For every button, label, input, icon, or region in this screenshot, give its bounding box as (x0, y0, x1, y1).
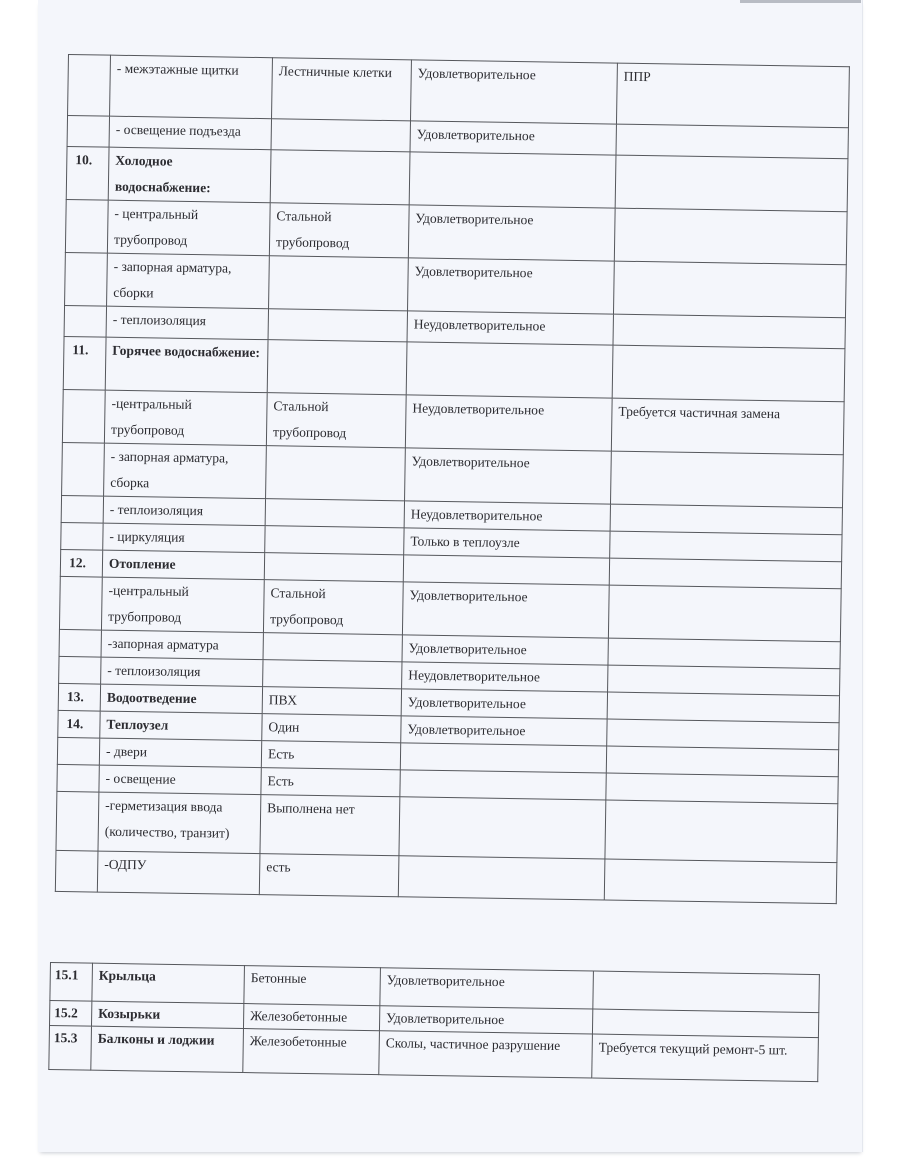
element-note (592, 1009, 818, 1038)
element-note (604, 859, 837, 904)
element-material: Есть (261, 768, 400, 797)
element-name: -ОДПУ (97, 851, 260, 895)
element-name: - теплоизоляция (101, 657, 263, 687)
element-material: Один (262, 714, 401, 743)
element-name: -запорная арматура (101, 630, 263, 660)
element-note (610, 451, 843, 508)
section-number: 10. (66, 146, 109, 200)
element-name: - освещение (99, 765, 261, 795)
element-condition (400, 743, 606, 773)
element-name: -герметизация ввода (количество, транзит) (98, 792, 261, 854)
element-note (612, 345, 845, 402)
element-name: - запорная арматура, сборка (104, 443, 267, 499)
element-name: - межэтажные щитки (110, 55, 273, 119)
element-note (613, 314, 845, 349)
element-material (263, 660, 402, 689)
element-material (263, 633, 402, 662)
section-number: 15.2 (50, 1001, 92, 1027)
element-condition: Неудовлетворительное (407, 311, 613, 345)
section-title: Балконы и лоджии (91, 1026, 244, 1072)
element-condition: Неудовлетворительное (402, 662, 608, 692)
element-condition: Удовлетворительное (405, 448, 612, 504)
element-material (268, 309, 407, 342)
row-number (61, 522, 103, 550)
element-note (614, 208, 847, 265)
element-note (608, 665, 840, 696)
element-condition (400, 770, 606, 800)
element-condition: Удовлетворительное (402, 582, 609, 638)
section-number: 11. (63, 336, 106, 390)
element-material: есть (259, 854, 399, 897)
element-condition: Удовлетворительное (402, 635, 608, 665)
element-condition (399, 797, 606, 859)
element-condition: Неудовлетворительное (404, 501, 610, 531)
element-material (267, 340, 407, 395)
row-number (61, 495, 103, 523)
row-number (62, 442, 105, 496)
element-condition: Удовлетворительное (408, 205, 615, 261)
element-name: - теплоизоляция (106, 306, 268, 340)
element-note: Требуется частичная замена (611, 398, 844, 455)
element-note (607, 719, 839, 750)
row-number (68, 55, 111, 117)
element-note (616, 124, 848, 159)
section-title: Горячее водоснабжение: (105, 337, 268, 393)
element-note (609, 558, 841, 589)
element-note (606, 746, 838, 777)
element-name: - запорная арматура, сборки (107, 253, 270, 309)
section-number: 14. (58, 710, 100, 738)
element-material: Выполнена нет (260, 795, 400, 856)
element-condition: Только в теплоузле (404, 528, 610, 558)
row-number (67, 116, 109, 148)
element-note (606, 773, 838, 804)
row-number (65, 199, 108, 253)
section-title: Отопление (102, 550, 264, 580)
element-material: Бетонные (244, 966, 381, 1006)
element-note (615, 155, 848, 212)
element-material (269, 256, 409, 311)
element-material: Железобетонные (243, 1004, 379, 1031)
row-number (59, 629, 101, 657)
row-number (59, 656, 101, 684)
element-condition: Удовлетворительное (401, 716, 607, 746)
element-condition (403, 555, 609, 585)
element-name: - освещение подъезда (109, 116, 271, 150)
element-condition: Удовлетворительное (401, 689, 607, 719)
element-condition: Удовлетворительное (379, 1006, 592, 1034)
element-note: Требуется текущий ремонт-5 шт. (592, 1034, 819, 1082)
section-number: 15.1 (50, 963, 93, 1002)
element-material: Железобетонные (243, 1029, 380, 1075)
element-material: Стальной трубопровод (269, 203, 409, 258)
row-number (56, 791, 99, 851)
element-note (593, 971, 820, 1013)
row-number (59, 576, 102, 630)
element-condition: Удовлетворительное (380, 968, 594, 1009)
element-name: -центральный трубопровод (104, 390, 267, 446)
row-number (62, 389, 105, 443)
element-condition: Сколы, частичное разрушение (379, 1031, 593, 1078)
element-note (608, 585, 841, 642)
element-condition (398, 856, 605, 900)
element-name: - теплоизоляция (103, 496, 265, 526)
element-name: - двери (99, 738, 261, 768)
element-name: - центральный трубопровод (107, 200, 270, 256)
element-material (265, 499, 404, 528)
element-material (266, 446, 406, 501)
element-material: Стальной трубопровод (266, 393, 406, 448)
element-name: -центральный трубопровод (101, 577, 264, 633)
section-title: Теплоузел (100, 711, 262, 741)
element-condition: Удовлетворительное (410, 121, 616, 155)
element-material (270, 150, 410, 205)
element-condition: Удовлетворительное (410, 60, 617, 124)
section-title: Крыльца (92, 963, 245, 1003)
element-material: Есть (261, 741, 400, 770)
section-title: Холодное водоснабжение: (108, 147, 271, 203)
inspection-table-main (55, 54, 850, 904)
element-note (605, 800, 838, 863)
element-material (265, 526, 404, 555)
page-edge-shadow (740, 0, 861, 3)
element-material (264, 553, 403, 582)
element-condition: Удовлетворительное (408, 258, 615, 314)
element-condition: Неудовлетворительное (405, 395, 612, 451)
element-note (610, 531, 842, 562)
row-number (57, 764, 99, 792)
element-note (613, 261, 846, 318)
element-note (607, 692, 839, 723)
section-number: 12. (60, 549, 102, 577)
element-material: Стальной трубопровод (263, 580, 403, 635)
element-material: ПВХ (262, 687, 401, 716)
element-name: - циркуляция (103, 523, 265, 553)
section-number: 15.3 (49, 1026, 92, 1071)
row-number (57, 737, 99, 765)
element-note (610, 504, 842, 535)
element-note: ППР (616, 63, 849, 128)
element-material (271, 119, 410, 152)
row-number (64, 305, 106, 337)
element-condition (409, 152, 616, 208)
element-material: Лестничные клетки (272, 58, 412, 121)
element-condition (406, 342, 613, 398)
section-title: Водоотведение (100, 684, 262, 714)
element-note (608, 638, 840, 669)
inspection-table-exterior (48, 962, 820, 1082)
section-number: 13. (58, 683, 100, 711)
row-number (55, 850, 98, 892)
row-number (65, 252, 108, 306)
section-title: Козырьки (91, 1001, 243, 1028)
